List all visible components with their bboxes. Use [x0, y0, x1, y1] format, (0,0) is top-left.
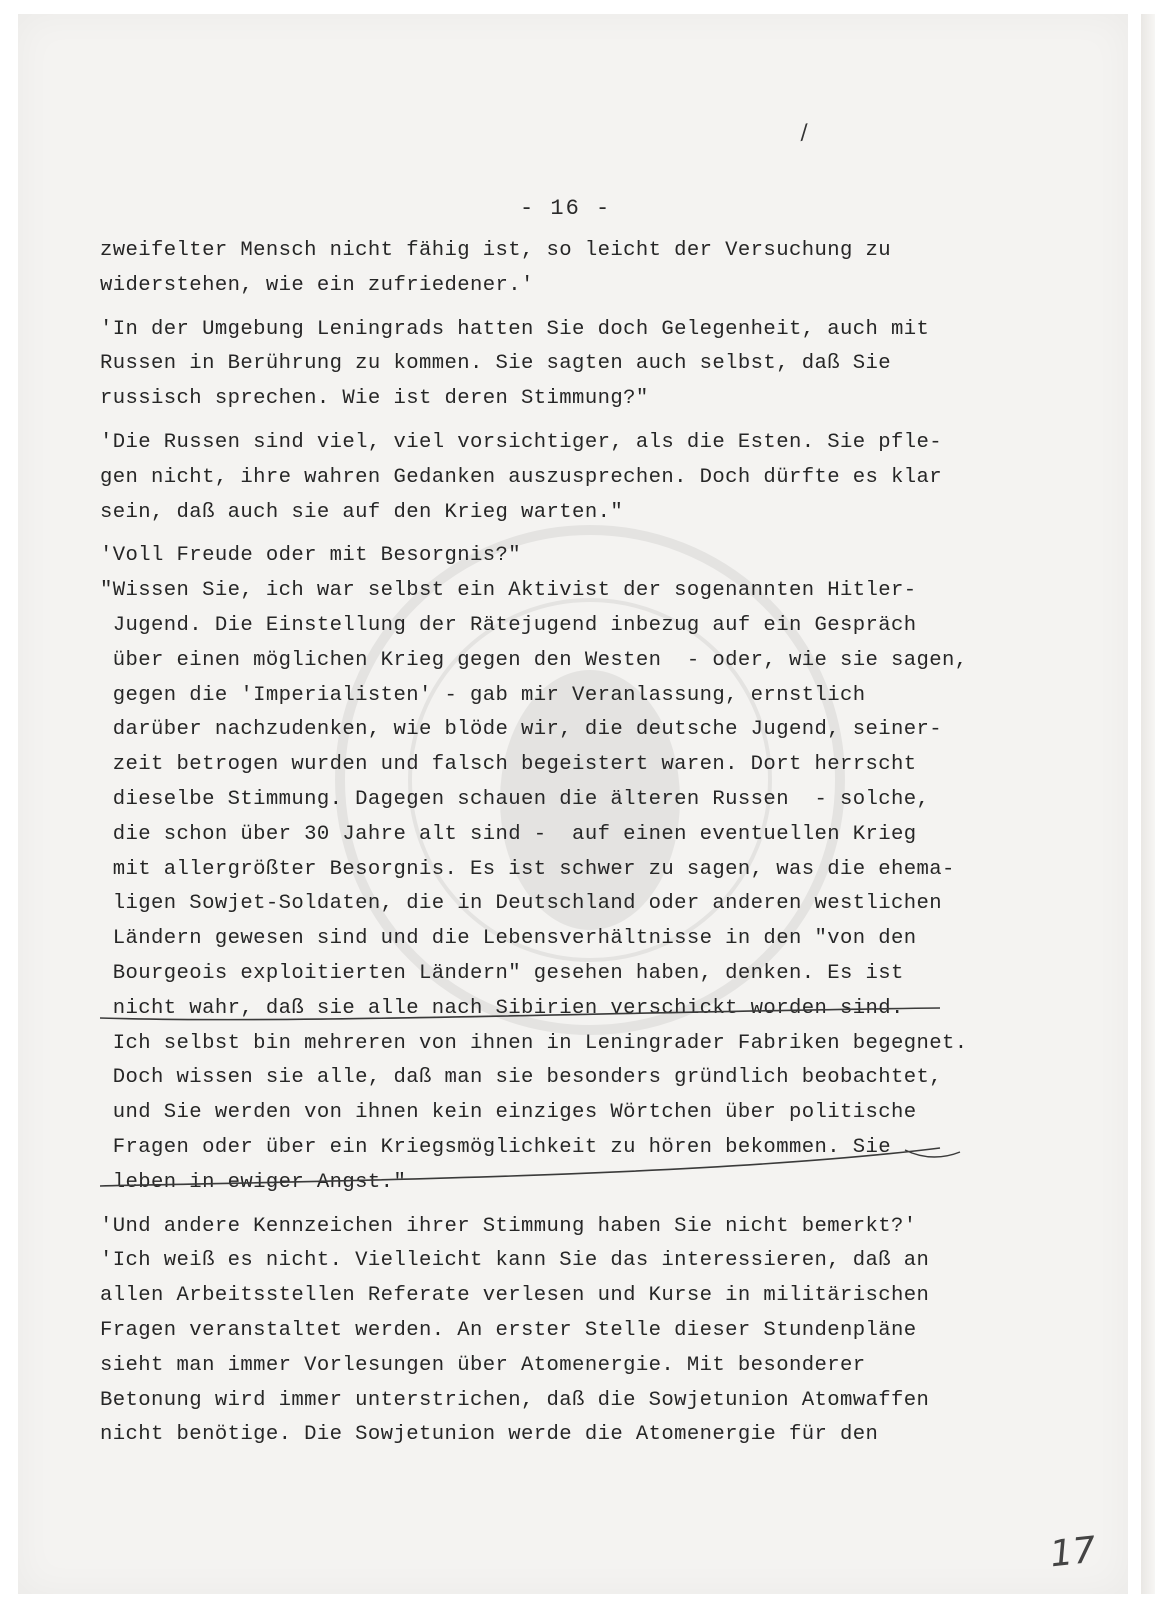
- text-line: 'Und andere Kennzeichen ihrer Stimmung haben Sie nicht bemerkt?': [100, 1214, 917, 1238]
- text-line: Betonung wird immer unterstrichen, daß die Sowjetunion Atomwaffen: [100, 1388, 930, 1412]
- text-line: Doch wissen sie alle, daß man sie besonders gründlich beobachtet,: [100, 1066, 943, 1090]
- text-line: Russen in Berührung zu kommen. Sie sagten auch selbst, daß Sie: [100, 352, 892, 376]
- text-line: russisch sprechen. Wie ist deren Stimmung?": [100, 387, 649, 411]
- handwritten-page-number: 17: [1047, 1529, 1098, 1576]
- text-line: 'Ich weiß es nicht. Vielleicht kann Sie das interessieren, daß an: [100, 1249, 930, 1273]
- page-number: - 16 -: [520, 196, 612, 221]
- text-line: zweifelter Mensch nicht fähig ist, so leicht der Versuchung zu: [100, 239, 892, 262]
- paper-edge: [1141, 14, 1155, 1594]
- text-line: darüber nachzudenken, wie blöde wir, die deutsche Jugend, seiner-: [100, 718, 943, 742]
- text-line: Fragen veranstaltet werden. An erster Stelle dieser Stundenpläne: [100, 1318, 917, 1342]
- paragraph-gap: [100, 417, 1025, 426]
- text-line: 'Voll Freude oder mit Besorgnis?": [100, 544, 522, 568]
- text-line: Bourgeois exploitierten Ländern" gesehen haben, denken. Es ist: [100, 961, 904, 985]
- text-line: Ich selbst bin mehreren von ihnen in Leningrader Fabriken begegnet.: [100, 1031, 968, 1055]
- text-line: sein, daß auch sie auf den Krieg warten.": [100, 500, 624, 524]
- text-line: "Wissen Sie, ich war selbst ein Aktivist der sogenannten Hitler-: [100, 579, 917, 603]
- ink-tick-mark: /: [795, 120, 814, 149]
- paragraph-gap: [100, 530, 1025, 539]
- text-line: sieht man immer Vorlesungen über Atomenergie. Mit besonderer: [100, 1353, 866, 1377]
- text-line: widerstehen, wie ein zufriedener.': [100, 273, 534, 297]
- text-line: über einen möglichen Krieg gegen den Westen - oder, wie sie sagen,: [100, 648, 968, 672]
- text-line: Jugend. Die Einstellung der Rätejugend inbezug auf ein Gespräch: [100, 613, 917, 637]
- text-line: mit allergrößter Besorgnis. Es ist schwer zu sagen, was die ehema-: [100, 857, 955, 881]
- paragraph-gap: [100, 1201, 1025, 1210]
- text-line: 'In der Umgebung Leningrads hatten Sie doch Gelegenheit, auch mit: [100, 317, 930, 341]
- typed-body-text: [100, 234, 1025, 1453]
- text-line: nicht wahr, daß sie alle nach Sibirien verschickt worden sind.: [100, 996, 904, 1020]
- paragraph-gap: [100, 304, 1025, 313]
- text-line: zeit betrogen wurden und falsch begeistert waren. Dort herrscht: [100, 753, 917, 777]
- text-line: ligen Sowjet-Soldaten, die in Deutschland oder anderen westlichen: [100, 892, 943, 916]
- text-line: 'Die Russen sind viel, viel vorsichtiger, als die Esten. Sie pfle-: [100, 430, 943, 454]
- text-line: leben in ewiger Angst.": [100, 1170, 407, 1194]
- text-line: und Sie werden von ihnen kein einziges Wörtchen über politische: [100, 1101, 917, 1125]
- text-line: gen nicht, ihre wahren Gedanken auszusprechen. Doch dürfte es klar: [100, 465, 943, 489]
- text-line: gegen die 'Imperialisten' - gab mir Veranlassung, ernstlich: [100, 683, 866, 707]
- text-line: die schon über 30 Jahre alt sind - auf einen eventuellen Krieg: [100, 822, 917, 846]
- text-line: allen Arbeitsstellen Referate verlesen und Kurse in militärischen: [100, 1284, 930, 1308]
- text-line: nicht benötige. Die Sowjetunion werde die Atomenergie für den: [100, 1423, 879, 1447]
- text-line: dieselbe Stimmung. Dagegen schauen die älteren Russen - solche,: [100, 787, 930, 811]
- text-line: Fragen oder über ein Kriegsmöglichkeit zu hören bekommen. Sie: [100, 1135, 892, 1159]
- text-line: Ländern gewesen sind und die Lebensverhältnisse in den "von den: [100, 927, 917, 951]
